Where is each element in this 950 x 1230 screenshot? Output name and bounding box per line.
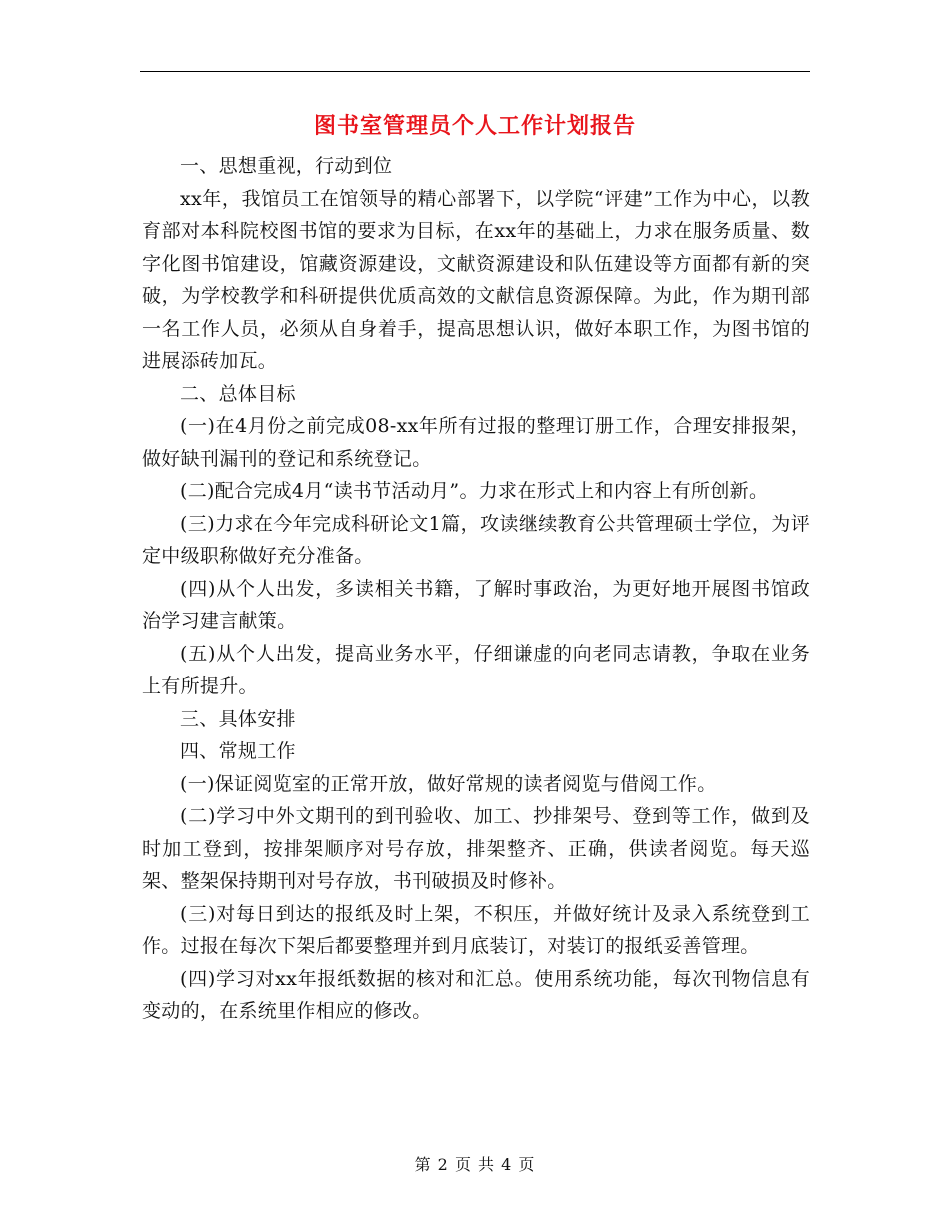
section-heading: 四、常规工作 — [180, 740, 296, 762]
page-number-footer: 第 2 页 共 4 页 — [414, 1155, 536, 1174]
body-paragraph: (二)配合完成4月“读书节活动月”。力求在形式上和内容上有所创新。 — [180, 480, 769, 502]
body-paragraph: xx年，我馆员工在馆领导的精心部署下，以学院“评建”工作为中心，以教育部对本科院校图书馆的要求为目标，在xx年的基础上，力求在服务质量、数字化图书馆建设，馆藏资源建设，文献资源建设和队伍建设等方面都有新的突破，为学校教学和科研提供优质高效的文献信息资源保障。为此，作为期刊部一名工作人员，必须从自身着手，提高思想认识，做好本职工作，为图书馆的进展添砖加瓦。 — [142, 187, 810, 372]
body-paragraph: (一)保证阅览室的正常开放，做好常规的读者阅览与借阅工作。 — [180, 772, 717, 795]
section-heading: 一、思想重视，行动到位 — [180, 155, 393, 177]
header-rule — [140, 71, 810, 72]
body-paragraph: (一)在4月份之前完成08-xx年所有过报的整理订册工作，合理安排报架，做好缺刊漏刊的登记和系统登记。 — [142, 415, 810, 470]
body-paragraph: (五)从个人出发，提高业务水平，仔细谦虚的向老同志请教，争取在业务上有所提升。 — [142, 642, 810, 697]
body-paragraph: (三)对每日到达的报纸及时上架，不积压，并做好统计及录入系统登到工作。过报在每次下架后都要整理并到月底装订，对装订的报纸妥善管理。 — [142, 902, 810, 957]
body-paragraph: (二)学习中外文期刊的到刊验收、加工、抄排架号、登到等工作，做到及时加工登到，按排架顺序对号存放，排架整齐、正确，供读者阅览。每天巡架、整架保持期刊对号存放，书刊破损及时修补。 — [142, 805, 810, 892]
section-heading: 二、总体目标 — [180, 382, 296, 405]
section-heading: 三、具体安排 — [180, 707, 296, 730]
body-paragraph: (三)力求在今年完成科研论文1篇，攻读继续教育公共管理硕士学位，为评定中级职称做好充分准备。 — [142, 512, 810, 567]
body-paragraph: (四)从个人出发，多读相关书籍，了解时事政治，为更好地开展图书馆政治学习建言献策。 — [142, 577, 810, 632]
document-body — [142, 150, 810, 1028]
body-paragraph: (四)学习对xx年报纸数据的核对和汇总。使用系统功能，每次刊物信息有变动的，在系统里作相应的修改。 — [142, 967, 810, 1022]
document-title: 图书室管理员个人工作计划报告 — [313, 113, 636, 139]
